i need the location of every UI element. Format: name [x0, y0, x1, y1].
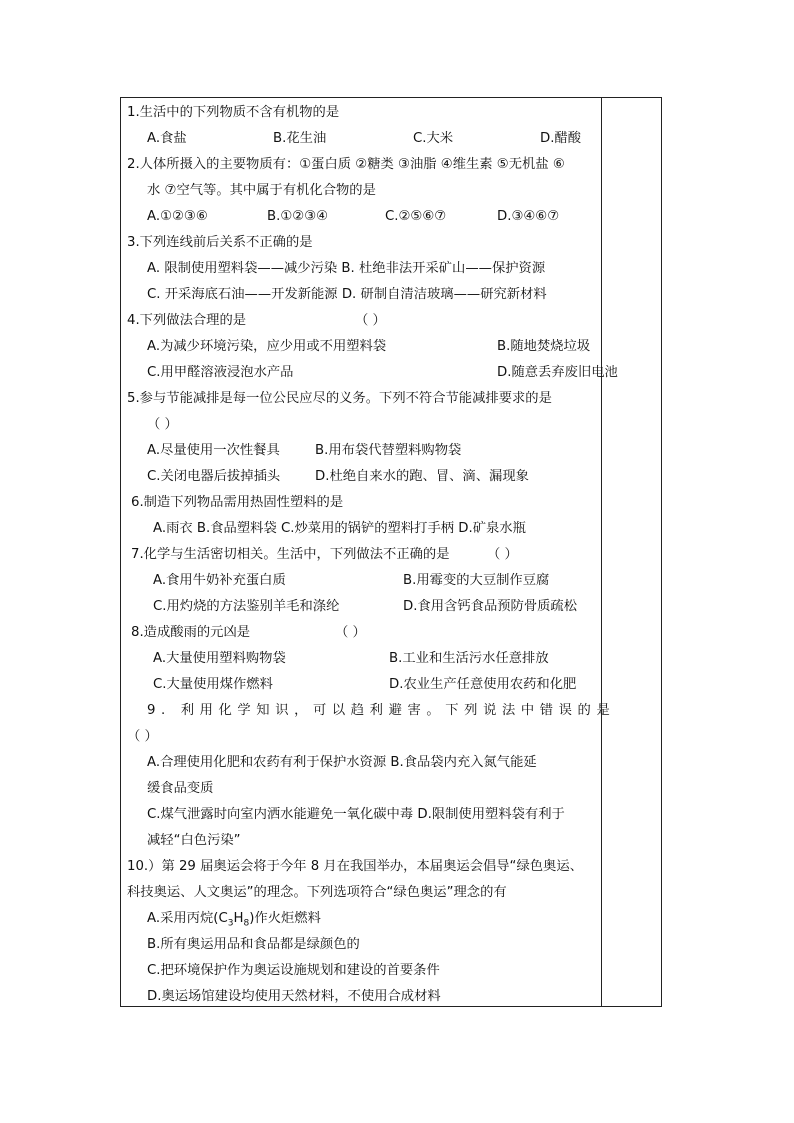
q3-line-ab: A. 限制使用塑料袋——减少污染 B. 杜绝非法开采矿山——保护资源: [147, 261, 546, 276]
q5-option-b: B.用布袋代替塑料购物袋: [315, 443, 462, 458]
q8-options-row2: [127, 672, 597, 698]
q10-option-a: [127, 906, 597, 932]
q8-option-d: D.农业生产任意使用农药和化肥: [389, 677, 577, 692]
q9-line3: C.煤气泄露时向室内洒水能避免一氧化碳中毒 D.限制使用塑料袋有利于: [147, 807, 565, 822]
q7-options-row2: [127, 594, 597, 620]
q4-stem-row: [127, 308, 597, 334]
q8-options-row1: [127, 646, 597, 672]
q10-stem-line2: 科技奥运、人文奥运”的理念。下列选项符合“绿色奥运”理念的有: [127, 885, 507, 900]
propane-subscript-h: 8: [243, 918, 250, 929]
q4-option-b: B.随地焚烧垃圾: [497, 339, 591, 354]
q10-stem-line1: 10.）第 29 届奥运会将于今年 8 月在我国举办，本届奥运会倡导“绿色奥运、: [127, 859, 583, 874]
q5-answer-bracket: （ ）: [147, 417, 178, 432]
q8-option-b: B.工业和生活污水任意排放: [389, 651, 549, 666]
q1-stem: 1.生活中的下列物质不含有机物的是: [127, 105, 340, 120]
q2-option-a: A.①②③⑥: [147, 209, 208, 224]
q10-option-a-mid: H: [233, 911, 244, 926]
q8-stem: 8.造成酸雨的元凶是: [131, 625, 251, 640]
q7-option-a: A.食用牛奶补充蛋白质: [153, 573, 286, 588]
q7-stem: 7.化学与生活密切相关。生活中，下列做法不正确的是: [131, 547, 450, 562]
q9-answer-bracket: （ ）: [127, 729, 158, 744]
q4-option-c: C.用甲醛溶液浸泡水产品: [147, 365, 294, 380]
q10-option-a-post: )作火炬燃料: [249, 911, 321, 926]
q2-option-d: D.③④⑥⑦: [497, 209, 560, 224]
q1-option-c: C.大米: [413, 131, 454, 146]
q3-line-cd: C. 开采海底石油——开发新能源 D. 研制自清洁玻璃——研究新材料: [147, 287, 547, 302]
q8-answer-bracket: （ ）: [335, 625, 366, 640]
q7-answer-bracket: （ ）: [487, 547, 518, 562]
q2-option-c: C.②⑤⑥⑦: [385, 209, 447, 224]
q1-option-d: D.醋酸: [540, 131, 582, 146]
q6-options: A.雨衣 B.食品塑料袋 C.炒菜用的锅铲的塑料打手柄 D.矿泉水瓶: [153, 521, 526, 536]
q9-line2: 缓食品变质: [147, 781, 214, 796]
q5-option-c: C.关闭电器后拔掉插头: [147, 469, 281, 484]
q8-option-a: A.大量使用塑料购物袋: [153, 651, 286, 666]
q10-option-c: C.把环境保护作为奥运设施规划和建设的首要条件: [147, 963, 440, 978]
q4-options-row2: [127, 360, 618, 386]
q5-stem: 5.参与节能减排是每一位公民应尽的义务。下列不符合节能减排要求的是: [127, 391, 552, 406]
q2-stem-line2: 水 ⑦空气等。其中属于有机化合物的是: [147, 183, 376, 198]
q5-option-a: A.尽量使用一次性餐具: [147, 443, 280, 458]
question-cell: [127, 100, 618, 1010]
q5-option-d: D.杜绝自来水的跑、冒、滴、漏现象: [315, 469, 529, 484]
q2-option-b: B.①②③④: [267, 209, 329, 224]
q4-options-row1: [127, 334, 597, 360]
q9-line1: A.合理使用化肥和农药有利于保护水资源 B.食品袋内充入氮气能延: [147, 755, 537, 770]
question-table: [120, 97, 662, 1007]
q7-options-row1: [127, 568, 597, 594]
q4-option-a: A.为减少环境污染，应少用或不用塑料袋: [147, 339, 387, 354]
q5-options-row1: [127, 438, 597, 464]
q2-options: [127, 204, 597, 230]
q10-option-b: B.所有奥运用品和食品都是绿颜色的: [147, 937, 360, 952]
column-divider: [601, 98, 602, 1006]
q7-option-c: C.用灼烧的方法鉴别羊毛和涤纶: [153, 599, 340, 614]
q8-stem-row: [127, 620, 597, 646]
q10-option-a-pre: A.采用丙烷(C: [147, 911, 228, 926]
q10-option-d: D.奥运场馆建设均使用天然材料，不使用合成材料: [147, 989, 441, 1004]
q7-option-b: B.用霉变的大豆制作豆腐: [403, 573, 550, 588]
q7-option-d: D.食用含钙食品预防骨质疏松: [403, 599, 578, 614]
q2-stem-line1: 2.人体所摄入的主要物质有：①蛋白质 ②糖类 ③油脂 ④维生素 ⑤无机盐 ⑥: [127, 157, 565, 172]
q4-option-d: D.随意丢弃废旧电池: [497, 365, 618, 380]
q4-stem: 4.下列做法合理的是: [127, 313, 247, 328]
q7-stem-row: [127, 542, 597, 568]
q4-answer-bracket: （ ）: [355, 313, 386, 328]
q3-stem: 3.下列连线前后关系不正确的是: [127, 235, 313, 250]
q5-options-row2: [127, 464, 597, 490]
q1-option-b: B.花生油: [273, 131, 327, 146]
q6-stem: 6.制造下列物品需用热固性塑料的是: [131, 495, 344, 510]
q1-option-a: A.食盐: [147, 131, 187, 146]
q9-line4: 减轻“白色污染”: [147, 833, 241, 848]
propane-subscript-c: 3: [227, 918, 234, 929]
q9-stem: 9. 利用化学知识，可以趋利避害。下列说法中错误的是: [147, 703, 616, 718]
q1-options: [127, 126, 597, 152]
q8-option-c: C.大量使用煤作燃料: [153, 677, 273, 692]
